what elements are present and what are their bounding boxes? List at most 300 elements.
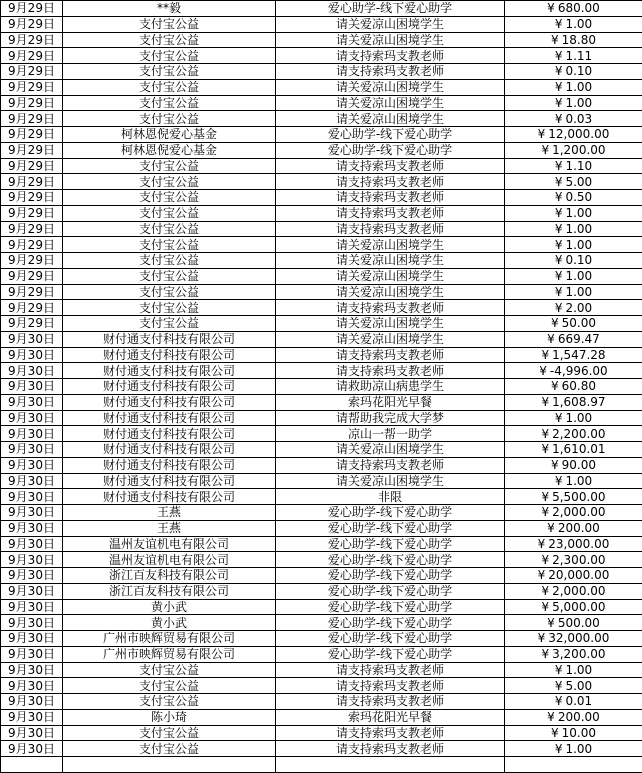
- cell-donor-name[interactable]: 广州市映辉贸易有限公司: [63, 631, 276, 647]
- cell-donor-name[interactable]: 支付宝公益: [63, 253, 276, 269]
- cell-date[interactable]: 9月30日: [1, 426, 63, 442]
- cell-amount[interactable]: [505, 48, 642, 64]
- table-row: [1, 316, 642, 332]
- currency-symbol: ¥: [541, 348, 549, 362]
- cell-donor-name[interactable]: 温州友谊机电有限公司: [63, 536, 276, 552]
- table-row: [1, 221, 642, 237]
- table-row: [1, 709, 642, 725]
- cell-amount[interactable]: [505, 363, 642, 379]
- cell-date[interactable]: 9月30日: [1, 568, 63, 584]
- cell-date[interactable]: [1, 757, 63, 773]
- amount-value: 1,610.01: [552, 442, 605, 456]
- cell-donor-name[interactable]: 支付宝公益: [63, 64, 276, 80]
- cell-date[interactable]: 9月29日: [1, 316, 63, 332]
- cell-project-name[interactable]: 请关爱凉山困境学生: [276, 268, 505, 284]
- cell-date[interactable]: 9月29日: [1, 48, 63, 64]
- cell-project-name[interactable]: 请支持索玛支教老师: [276, 221, 505, 237]
- cell-project-name[interactable]: 爱心助学-线下爱心助学: [276, 615, 505, 631]
- cell-donor-name[interactable]: 财付通支付科技有限公司: [63, 363, 276, 379]
- cell-amount[interactable]: [505, 347, 642, 363]
- table-row: [1, 505, 642, 521]
- cell-project-name[interactable]: 请救助凉山病患学生: [276, 379, 505, 395]
- cell-date[interactable]: 9月30日: [1, 489, 63, 505]
- cell-amount[interactable]: [505, 631, 642, 647]
- currency-symbol: ¥: [551, 316, 559, 330]
- cell-donor-name[interactable]: 财付通支付科技有限公司: [63, 489, 276, 505]
- cell-donor-name[interactable]: 支付宝公益: [63, 284, 276, 300]
- cell-project-name[interactable]: 凉山一帮一助学: [276, 426, 505, 442]
- cell-amount[interactable]: [505, 268, 642, 284]
- table-row: [1, 363, 642, 379]
- cell-project-name[interactable]: 请关爱凉山困境学生: [276, 237, 505, 253]
- cell-project-name[interactable]: 请支持索玛支教老师: [276, 48, 505, 64]
- currency-symbol: ¥: [555, 96, 563, 110]
- cell-amount[interactable]: [505, 473, 642, 489]
- amount-value: 1.00: [565, 222, 592, 236]
- cell-donor-name[interactable]: 浙江百友科技有限公司: [63, 583, 276, 599]
- cell-amount[interactable]: [505, 284, 642, 300]
- cell-project-name[interactable]: 请关爱凉山困境学生: [276, 442, 505, 458]
- cell-date[interactable]: 9月29日: [1, 174, 63, 190]
- cell-project-name[interactable]: 请支持索玛支教老师: [276, 300, 505, 316]
- amount-value: 18.80: [562, 33, 596, 47]
- currency-symbol: ¥: [541, 553, 549, 567]
- cell-donor-name[interactable]: 支付宝公益: [63, 678, 276, 694]
- cell-date[interactable]: 9月30日: [1, 363, 63, 379]
- amount-value: 1.00: [565, 206, 592, 220]
- currency-symbol: ¥: [539, 364, 547, 378]
- amount-value: 1.00: [565, 269, 592, 283]
- cell-project-name[interactable]: 请关爱凉山困境学生: [276, 16, 505, 32]
- currency-symbol: ¥: [541, 584, 549, 598]
- cell-donor-name[interactable]: 支付宝公益: [63, 16, 276, 32]
- table-row: [1, 694, 642, 710]
- currency-symbol: ¥: [541, 600, 549, 614]
- cell-amount[interactable]: [505, 552, 642, 568]
- cell-donor-name[interactable]: 支付宝公益: [63, 694, 276, 710]
- currency-symbol: ¥: [555, 175, 563, 189]
- cell-amount[interactable]: [505, 64, 642, 80]
- amount-value: 2,000.00: [552, 584, 605, 598]
- amount-value: 680.00: [558, 1, 600, 15]
- cell-amount[interactable]: [505, 79, 642, 95]
- cell-amount[interactable]: [505, 221, 642, 237]
- cell-amount[interactable]: [505, 442, 642, 458]
- cell-amount[interactable]: [505, 127, 642, 143]
- table-row: [1, 615, 642, 631]
- cell-amount[interactable]: [505, 300, 642, 316]
- amount-value: 1,547.28: [552, 348, 605, 362]
- cell-project-name[interactable]: 请支持索玛支教老师: [276, 158, 505, 174]
- cell-project-name[interactable]: 请支持索玛支教老师: [276, 678, 505, 694]
- cell-date[interactable]: 9月29日: [1, 205, 63, 221]
- amount-value: 500.00: [558, 616, 600, 630]
- cell-amount[interactable]: [505, 410, 642, 426]
- amount-value: 2,000.00: [552, 505, 605, 519]
- cell-donor-name[interactable]: 黄小武: [63, 599, 276, 615]
- cell-project-name[interactable]: 索玛花阳光早餐: [276, 394, 505, 410]
- currency-symbol: ¥: [555, 269, 563, 283]
- cell-amount[interactable]: [505, 253, 642, 269]
- cell-amount[interactable]: [505, 158, 642, 174]
- cell-date[interactable]: 9月30日: [1, 552, 63, 568]
- table-row: [1, 442, 642, 458]
- cell-date[interactable]: 9月29日: [1, 253, 63, 269]
- cell-date[interactable]: 9月30日: [1, 536, 63, 552]
- table-row-partial: [1, 757, 642, 773]
- cell-date[interactable]: 9月30日: [1, 741, 63, 757]
- table-row: [1, 473, 642, 489]
- table-row: [1, 646, 642, 662]
- currency-symbol: ¥: [547, 616, 555, 630]
- table-row: [1, 95, 642, 111]
- cell-date[interactable]: 9月30日: [1, 599, 63, 615]
- cell-amount[interactable]: [505, 536, 642, 552]
- cell-donor-name[interactable]: 财付通支付科技有限公司: [63, 410, 276, 426]
- cell-project-name[interactable]: 爱心助学-线下爱心助学: [276, 1, 505, 17]
- cell-date[interactable]: 9月30日: [1, 473, 63, 489]
- cell-project-name[interactable]: 请支持索玛支教老师: [276, 205, 505, 221]
- cell-date[interactable]: 9月29日: [1, 16, 63, 32]
- cell-amount[interactable]: [505, 316, 642, 332]
- table-row: [1, 158, 642, 174]
- currency-symbol: ¥: [551, 33, 559, 47]
- table-row: [1, 741, 642, 757]
- cell-donor-name[interactable]: 财付通支付科技有限公司: [63, 394, 276, 410]
- currency-symbol: ¥: [555, 285, 563, 299]
- cell-amount[interactable]: [505, 599, 642, 615]
- table-row: [1, 552, 642, 568]
- cell-amount[interactable]: [505, 678, 642, 694]
- amount-value: 1.10: [565, 159, 592, 173]
- cell-amount[interactable]: [505, 379, 642, 395]
- cell-amount[interactable]: [505, 32, 642, 48]
- cell-project-name[interactable]: 请关爱凉山困境学生: [276, 95, 505, 111]
- cell-donor-name[interactable]: 支付宝公益: [63, 95, 276, 111]
- cell-donor-name[interactable]: 财付通支付科技有限公司: [63, 347, 276, 363]
- cell-donor-name[interactable]: 支付宝公益: [63, 111, 276, 127]
- currency-symbol: ¥: [538, 568, 546, 582]
- cell-amount[interactable]: [505, 426, 642, 442]
- cell-donor-name[interactable]: 支付宝公益: [63, 316, 276, 332]
- table-row: [1, 300, 642, 316]
- table-row: [1, 190, 642, 206]
- table-row: [1, 48, 642, 64]
- cell-amount[interactable]: [505, 394, 642, 410]
- amount-value: 1.00: [565, 474, 592, 488]
- cell-amount[interactable]: [505, 1, 642, 17]
- amount-value: 0.10: [565, 64, 592, 78]
- table-row: [1, 237, 642, 253]
- cell-project-name[interactable]: 索玛花阳光早餐: [276, 709, 505, 725]
- currency-symbol: ¥: [555, 80, 563, 94]
- cell-project-name[interactable]: 请支持索玛支教老师: [276, 347, 505, 363]
- cell-project-name[interactable]: 请帮助我完成大学梦: [276, 410, 505, 426]
- amount-value: 1.00: [565, 742, 592, 756]
- cell-project-name[interactable]: 请关爱凉山困境学生: [276, 316, 505, 332]
- cell-project-name[interactable]: 爱心助学-线下爱心助学: [276, 520, 505, 536]
- table-row: [1, 1, 642, 17]
- currency-symbol: ¥: [555, 190, 563, 204]
- table-row: [1, 16, 642, 32]
- amount-value: 1.00: [565, 80, 592, 94]
- cell-amount[interactable]: [505, 505, 642, 521]
- cell-project-name[interactable]: 请关爱凉山困境学生: [276, 284, 505, 300]
- cell-donor-name[interactable]: 财付通支付科技有限公司: [63, 426, 276, 442]
- currency-symbol: ¥: [555, 742, 563, 756]
- cell-project-name[interactable]: 爱心助学-线下爱心助学: [276, 552, 505, 568]
- cell-amount[interactable]: [505, 331, 642, 347]
- cell-date[interactable]: 9月29日: [1, 111, 63, 127]
- table-row: [1, 583, 642, 599]
- amount-value: 5,500.00: [552, 490, 605, 504]
- cell-amount[interactable]: [505, 615, 642, 631]
- cell-date[interactable]: 9月30日: [1, 631, 63, 647]
- cell-donor-name[interactable]: 支付宝公益: [63, 268, 276, 284]
- currency-symbol: ¥: [538, 537, 546, 551]
- cell-project-name[interactable]: 爱心助学-线下爱心助学: [276, 142, 505, 158]
- cell-amount[interactable]: [505, 190, 642, 206]
- amount-value: 2.00: [565, 301, 592, 315]
- cell-donor-name[interactable]: 陈小琦: [63, 709, 276, 725]
- cell-donor-name[interactable]: 支付宝公益: [63, 237, 276, 253]
- cell-date[interactable]: 9月29日: [1, 79, 63, 95]
- cell-date[interactable]: 9月29日: [1, 127, 63, 143]
- amount-value: 200.00: [558, 710, 600, 724]
- amount-value: 32,000.00: [548, 631, 609, 645]
- cell-date[interactable]: 9月29日: [1, 32, 63, 48]
- cell-date[interactable]: 9月29日: [1, 268, 63, 284]
- cell-project-name[interactable]: 请支持索玛支教老师: [276, 174, 505, 190]
- cell-project-name[interactable]: 爱心助学-线下爱心助学: [276, 568, 505, 584]
- cell-project-name[interactable]: 请支持索玛支教老师: [276, 190, 505, 206]
- amount-value: 1.00: [565, 238, 592, 252]
- cell-donor-name[interactable]: 支付宝公益: [63, 174, 276, 190]
- cell-amount[interactable]: [505, 662, 642, 678]
- cell-amount[interactable]: [505, 646, 642, 662]
- cell-project-name[interactable]: 爱心助学-线下爱心助学: [276, 631, 505, 647]
- cell-project-name[interactable]: 爱心助学-线下爱心助学: [276, 646, 505, 662]
- amount-value: 0.03: [565, 112, 592, 126]
- currency-symbol: ¥: [555, 301, 563, 315]
- cell-donor-name[interactable]: 支付宝公益: [63, 79, 276, 95]
- cell-date[interactable]: 9月30日: [1, 347, 63, 363]
- currency-symbol: ¥: [555, 474, 563, 488]
- cell-date[interactable]: 9月30日: [1, 694, 63, 710]
- cell-project-name[interactable]: 请支持索玛支教老师: [276, 363, 505, 379]
- cell-date[interactable]: 9月29日: [1, 237, 63, 253]
- cell-project-name[interactable]: 请关爱凉山困境学生: [276, 253, 505, 269]
- cell-amount[interactable]: [505, 237, 642, 253]
- table-row: [1, 410, 642, 426]
- cell-project-name[interactable]: 请支持索玛支教老师: [276, 457, 505, 473]
- cell-donor-name[interactable]: **毅: [63, 1, 276, 17]
- cell-amount[interactable]: [505, 709, 642, 725]
- cell-donor-name[interactable]: 财付通支付科技有限公司: [63, 442, 276, 458]
- cell-date[interactable]: 9月29日: [1, 300, 63, 316]
- cell-date[interactable]: 9月29日: [1, 95, 63, 111]
- table-row: [1, 268, 642, 284]
- table-row: [1, 489, 642, 505]
- cell-donor-name[interactable]: 财付通支付科技有限公司: [63, 473, 276, 489]
- cell-amount[interactable]: [505, 205, 642, 221]
- cell-donor-name[interactable]: 浙江百友科技有限公司: [63, 568, 276, 584]
- cell-project-name[interactable]: 爱心助学-线下爱心助学: [276, 127, 505, 143]
- cell-project-name[interactable]: 请关爱凉山困境学生: [276, 79, 505, 95]
- amount-value: 12,000.00: [548, 127, 609, 141]
- cell-date[interactable]: 9月30日: [1, 615, 63, 631]
- cell-donor-name[interactable]: 黄小武: [63, 615, 276, 631]
- table-row: [1, 284, 642, 300]
- currency-symbol: ¥: [555, 694, 563, 708]
- amount-value: 1.11: [565, 49, 592, 63]
- amount-value: 2,300.00: [552, 553, 605, 567]
- cell-donor-name[interactable]: 支付宝公益: [63, 221, 276, 237]
- table-row: [1, 631, 642, 647]
- cell-amount[interactable]: [505, 568, 642, 584]
- table-row: [1, 678, 642, 694]
- amount-value: 0.10: [565, 253, 592, 267]
- currency-symbol: ¥: [555, 679, 563, 693]
- currency-symbol: ¥: [551, 458, 559, 472]
- amount-value: 0.01: [565, 694, 592, 708]
- cell-project-name[interactable]: 爱心助学-线下爱心助学: [276, 505, 505, 521]
- currency-symbol: ¥: [541, 427, 549, 441]
- currency-symbol: ¥: [541, 490, 549, 504]
- cell-donor-name[interactable]: 王燕: [63, 520, 276, 536]
- amount-value: 5,000.00: [552, 600, 605, 614]
- amount-value: 200.00: [558, 521, 600, 535]
- amount-value: 2,200.00: [552, 427, 605, 441]
- cell-project-name[interactable]: 请支持索玛支教老师: [276, 662, 505, 678]
- cell-donor-name[interactable]: [63, 757, 276, 773]
- cell-date[interactable]: 9月29日: [1, 142, 63, 158]
- cell-project-name[interactable]: [276, 757, 505, 773]
- cell-donor-name[interactable]: 支付宝公益: [63, 300, 276, 316]
- cell-donor-name[interactable]: 支付宝公益: [63, 741, 276, 757]
- amount-value: 1.00: [565, 285, 592, 299]
- cell-amount[interactable]: [505, 489, 642, 505]
- table-row: [1, 599, 642, 615]
- cell-date[interactable]: 9月30日: [1, 410, 63, 426]
- cell-amount[interactable]: [505, 694, 642, 710]
- cell-donor-name[interactable]: 财付通支付科技有限公司: [63, 457, 276, 473]
- cell-donor-name[interactable]: 王燕: [63, 505, 276, 521]
- cell-amount[interactable]: [505, 583, 642, 599]
- amount-value: 20,000.00: [548, 568, 609, 582]
- cell-donor-name[interactable]: 支付宝公益: [63, 48, 276, 64]
- cell-date[interactable]: 9月30日: [1, 394, 63, 410]
- table-row: [1, 520, 642, 536]
- cell-amount[interactable]: [505, 142, 642, 158]
- currency-symbol: ¥: [541, 395, 549, 409]
- cell-project-name[interactable]: 请支持索玛支教老师: [276, 741, 505, 757]
- cell-donor-name[interactable]: 支付宝公益: [63, 32, 276, 48]
- cell-project-name[interactable]: 请关爱凉山困境学生: [276, 473, 505, 489]
- table-row: [1, 205, 642, 221]
- cell-project-name[interactable]: 爱心助学-线下爱心助学: [276, 599, 505, 615]
- cell-donor-name[interactable]: 柯林恩倪爱心基金: [63, 127, 276, 143]
- amount-value: 5.00: [565, 679, 592, 693]
- cell-date[interactable]: 9月30日: [1, 709, 63, 725]
- cell-date[interactable]: 9月29日: [1, 64, 63, 80]
- cell-date[interactable]: 9月30日: [1, 442, 63, 458]
- cell-project-name[interactable]: 请关爱凉山困境学生: [276, 331, 505, 347]
- cell-amount[interactable]: [505, 95, 642, 111]
- table-row: [1, 79, 642, 95]
- cell-amount[interactable]: [505, 520, 642, 536]
- table-row: [1, 568, 642, 584]
- cell-project-name[interactable]: 请关爱凉山困境学生: [276, 32, 505, 48]
- cell-date[interactable]: 9月29日: [1, 190, 63, 206]
- cell-donor-name[interactable]: 支付宝公益: [63, 725, 276, 741]
- currency-symbol: ¥: [538, 127, 546, 141]
- cell-date[interactable]: 9月30日: [1, 379, 63, 395]
- cell-project-name[interactable]: 请支持索玛支教老师: [276, 64, 505, 80]
- cell-date[interactable]: 9月30日: [1, 646, 63, 662]
- cell-donor-name[interactable]: 支付宝公益: [63, 190, 276, 206]
- cell-amount[interactable]: [505, 111, 642, 127]
- amount-value: 3,200.00: [552, 647, 605, 661]
- currency-symbol: ¥: [547, 521, 555, 535]
- cell-project-name[interactable]: 爱心助学-线下爱心助学: [276, 536, 505, 552]
- currency-symbol: ¥: [555, 411, 563, 425]
- cell-project-name[interactable]: 请支持索玛支教老师: [276, 725, 505, 741]
- cell-date[interactable]: 9月30日: [1, 583, 63, 599]
- cell-project-name[interactable]: 非限: [276, 489, 505, 505]
- cell-date[interactable]: 9月30日: [1, 662, 63, 678]
- cell-donor-name[interactable]: 支付宝公益: [63, 662, 276, 678]
- cell-date[interactable]: 9月29日: [1, 1, 63, 17]
- cell-date[interactable]: 9月30日: [1, 520, 63, 536]
- cell-date[interactable]: 9月29日: [1, 284, 63, 300]
- currency-symbol: ¥: [541, 442, 549, 456]
- cell-donor-name[interactable]: 支付宝公益: [63, 158, 276, 174]
- cell-donor-name[interactable]: 支付宝公益: [63, 205, 276, 221]
- cell-date[interactable]: 9月30日: [1, 725, 63, 741]
- amount-value: 669.47: [558, 332, 600, 346]
- cell-project-name[interactable]: 请关爱凉山困境学生: [276, 111, 505, 127]
- cell-donor-name[interactable]: 柯林恩倪爱心基金: [63, 142, 276, 158]
- cell-amount[interactable]: [505, 757, 642, 773]
- cell-amount[interactable]: [505, 457, 642, 473]
- table-row: [1, 174, 642, 190]
- cell-donor-name[interactable]: 温州友谊机电有限公司: [63, 552, 276, 568]
- cell-amount[interactable]: [505, 741, 642, 757]
- cell-donor-name[interactable]: 财付通支付科技有限公司: [63, 331, 276, 347]
- table-row: [1, 64, 642, 80]
- cell-project-name[interactable]: 爱心助学-线下爱心助学: [276, 583, 505, 599]
- cell-date[interactable]: 9月30日: [1, 505, 63, 521]
- cell-donor-name[interactable]: 财付通支付科技有限公司: [63, 379, 276, 395]
- cell-amount[interactable]: [505, 725, 642, 741]
- cell-date[interactable]: 9月29日: [1, 158, 63, 174]
- table-row: [1, 347, 642, 363]
- cell-amount[interactable]: [505, 16, 642, 32]
- cell-date[interactable]: 9月30日: [1, 457, 63, 473]
- table-row: [1, 379, 642, 395]
- amount-value: 1,200.00: [552, 143, 605, 157]
- currency-symbol: ¥: [555, 49, 563, 63]
- cell-date[interactable]: 9月29日: [1, 221, 63, 237]
- cell-project-name[interactable]: 请支持索玛支教老师: [276, 694, 505, 710]
- currency-symbol: ¥: [555, 222, 563, 236]
- cell-donor-name[interactable]: 广州市映辉贸易有限公司: [63, 646, 276, 662]
- cell-date[interactable]: 9月30日: [1, 678, 63, 694]
- currency-symbol: ¥: [555, 64, 563, 78]
- cell-date[interactable]: 9月30日: [1, 331, 63, 347]
- cell-amount[interactable]: [505, 174, 642, 190]
